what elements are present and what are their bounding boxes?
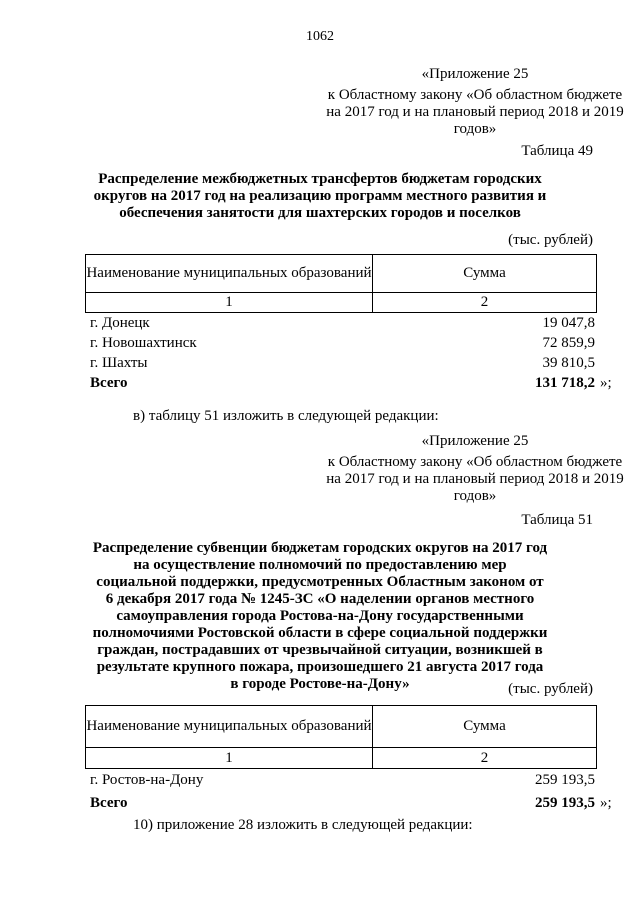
table-title: Распределение межбюджетных трансфертов бюджетам городских округов на 2017 год на реализацию программ местного развития и обеспечения занятости для шахтерских городов и поселков [93, 171, 547, 221]
amount-value: 72 859,9 [542, 335, 595, 351]
municipality-name: г. Новошахтинск [90, 335, 197, 351]
header-col-number: 2 [373, 748, 597, 769]
table-label: Таблица 51 [521, 512, 593, 528]
appendix-reference: к Областному закону «Об областном бюджете на 2017 год и на плановый период 2018 и 2019 годов» [326, 454, 624, 504]
table-row [90, 772, 595, 790]
table-label: Таблица 49 [521, 143, 593, 159]
total-row [90, 375, 595, 393]
units-label: (тыс. рублей) [508, 681, 593, 697]
table-row [90, 315, 595, 333]
table-row [90, 335, 595, 353]
paragraph-b: в) таблицу 51 изложить в следующей редакции: [133, 408, 439, 424]
amount-value: 39 810,5 [542, 355, 595, 371]
table-title: Распределение субвенции бюджетам городских округов на 2017 год на осуществление полномочий по предоставлению мер социальной поддержки, предусмотренных Областным законом от 6 декабря 2017 года № 1245-ЗС «О наделении органов местного самоуправления города Ростова-на-Дону государственными полномочиями Ростовской области в сфере социальной поддержки граждан, пострадавших от чрезвычайной ситуации, возникшей в результате крупного пожара, произошедшего 21 августа 2017 года в городе Ростове-на-Дону» [92, 540, 548, 692]
municipality-name: г. Ростов-на-Дону [90, 772, 204, 788]
total-row [90, 795, 595, 813]
units-label: (тыс. рублей) [508, 232, 593, 248]
header-sum-cell: Сумма [373, 255, 597, 293]
amount-value: 259 193,5 [535, 772, 595, 788]
total-value: 259 193,5 [535, 795, 595, 811]
header-name-cell: Наименование муниципальных образований [86, 255, 373, 293]
total-label: Всего [90, 795, 128, 811]
paragraph-10: 10) приложение 28 изложить в следующей редакции: [133, 817, 473, 833]
closing-quote: »; [600, 375, 612, 391]
appendix-header-1 [320, 66, 630, 138]
appendix-title: «Приложение 25 [421, 433, 529, 449]
appendix-header-2 [320, 433, 630, 505]
table-header [85, 705, 597, 769]
closing-quote: »; [600, 795, 612, 811]
header-name-cell: Наименование муниципальных образований [86, 706, 373, 748]
header-col-number: 1 [86, 748, 373, 769]
total-label: Всего [90, 375, 128, 391]
total-value: 131 718,2 [535, 375, 595, 391]
header-col-number: 2 [373, 293, 597, 313]
municipality-name: г. Шахты [90, 355, 148, 371]
header-col-number: 1 [86, 293, 373, 313]
appendix-title: «Приложение 25 [421, 66, 529, 82]
header-sum-cell: Сумма [373, 706, 597, 748]
page-number: 1062 [306, 29, 334, 44]
table-header [85, 254, 597, 313]
amount-value: 19 047,8 [542, 315, 595, 331]
table-row [90, 355, 595, 373]
municipality-name: г. Донецк [90, 315, 150, 331]
appendix-reference: к Областному закону «Об областном бюджете на 2017 год и на плановый период 2018 и 2019 годов» [326, 87, 624, 137]
